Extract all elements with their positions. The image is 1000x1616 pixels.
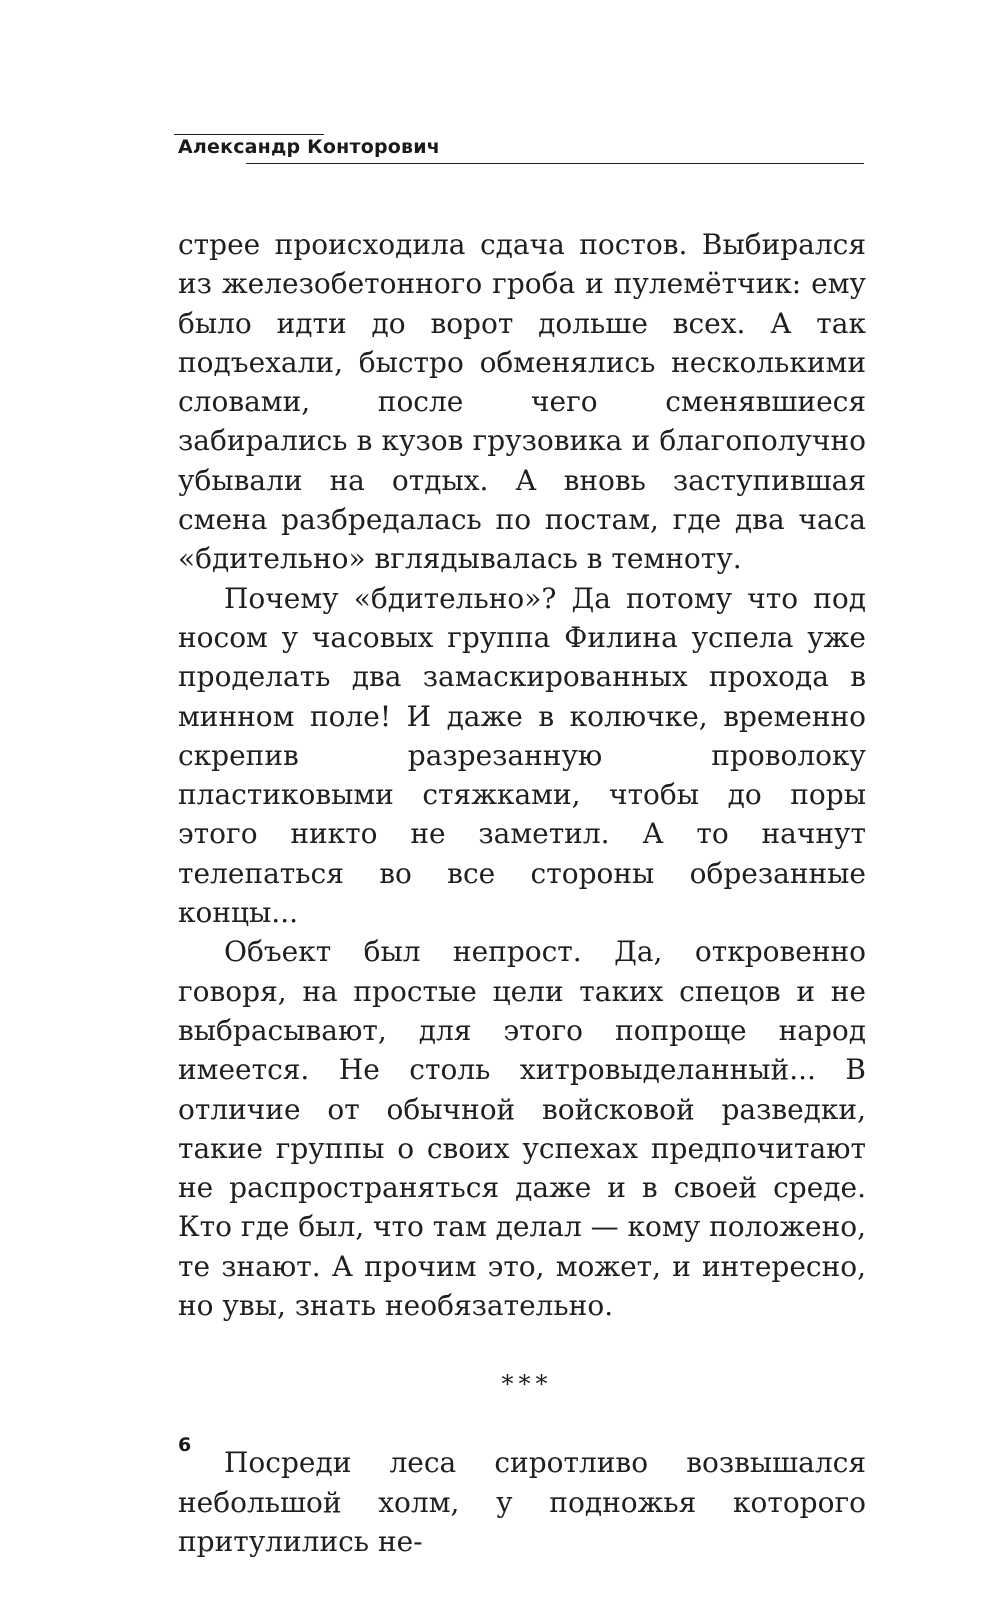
paragraph-3: Объект был непрост. Да, откровенно говоря, на простые цели таких спецов и не выбрасывают, для этого попроще народ имеется. Не столь хитровыделанный... В отличие от обычной войсковой разведки, такие группы о своих успехах предпочитают не распространяться даже и в своей среде. Кто где был, что там делал — кому положено, те знают. А прочим это, может, и интересно, но увы, знать необязательно. (178, 935, 866, 1323)
paragraph-4: Посреди леса сиротливо возвышался небольшой холм, у подножья которого притулились не- (178, 1446, 866, 1558)
header-rule-top (174, 134, 324, 135)
header-rule-bottom (246, 163, 864, 164)
page-number: 6 (178, 1434, 192, 1456)
paragraph-1: стрее происходила сдача постов. Выбирался из железобетонного гроба и пулемётчик: ему было идти до ворот дольше всех. А так подъехали, быстро обменялись несколькими словами, после чего сменявшиеся забирались в кузов грузовика и благополучно убывали на отдых. А вновь заступившая смена разбредалась по постам, где два часа «бдительно» вглядывалась в темноту. (178, 228, 866, 576)
page-body (178, 225, 866, 1561)
paragraph-2: Почему «бдительно»? Да потому что под носом у часовых группа Филина успела уже проделать два замаскированных прохода в минном поле! И даже в колючке, временно скрепив разрезанную проволоку пластиковыми стяжками, чтобы до поры этого никто не заметил. А то начнут телепаться во все стороны обрезанные концы... (178, 581, 866, 930)
section-separator: *** (501, 1369, 553, 1398)
running-head-author: Александр Конторович (178, 136, 440, 158)
